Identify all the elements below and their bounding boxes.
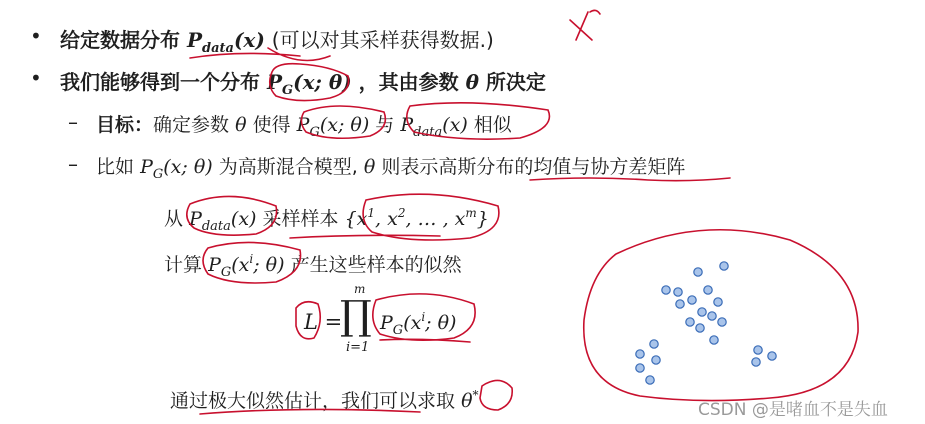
dash-3: –: [68, 110, 78, 134]
line-2-tail: 所决定: [485, 70, 546, 94]
dash-4: –: [68, 152, 78, 176]
line-2-math: $P_G(x$; θ): [266, 70, 352, 98]
line-2-mid: ，其由参数: [358, 70, 459, 94]
step-compute-pg: $P_G(x^i$; θ): [208, 252, 285, 280]
sample-point: [686, 318, 694, 326]
sample-point: [676, 300, 684, 308]
sample-set: {$x^1$, $x^2$, … , $x^m$}: [344, 206, 489, 230]
sample-point: [752, 358, 760, 366]
step-sample: 从 $P_{data}(x)$ 采样样本 {$x^1$, $x^2$, … , $x^m$}: [164, 206, 489, 234]
sample-point: [650, 340, 658, 348]
line-1-note: (可以对其采样获得数据.): [271, 28, 494, 52]
line-2: [60, 66, 546, 98]
sample-point: [704, 286, 712, 294]
likelihood-equation: [300, 280, 500, 360]
ink-oval-theta-star: [480, 380, 512, 410]
ink-underline-step1: [290, 235, 440, 238]
sample-point: [698, 308, 706, 316]
step-compute: 计算 $P_G(x^i$; θ) 产生这些样本的似然: [164, 252, 462, 280]
watermark: CSDN @是啫血不是失血: [698, 400, 888, 420]
eq-term: $P_G(x^i$; θ): [380, 310, 457, 338]
theta-star: θ*: [461, 388, 479, 412]
sample-point: [636, 350, 644, 358]
scatter-dots: [636, 262, 776, 384]
line-3: 目标：确定参数 θ 使得 $P_G(x$; θ) 与 $P_{data}(x)$ 相似: [96, 114, 512, 140]
sample-point: [768, 352, 776, 360]
sample-point: [646, 376, 654, 384]
sample-point: [754, 346, 762, 354]
line-3-pg: $P_G(x$; θ): [296, 114, 370, 140]
bullet-1: •: [30, 24, 42, 48]
ink-blob-contour: [584, 230, 858, 401]
goal-label: 目标：: [96, 114, 154, 136]
bullet-2: •: [30, 66, 42, 90]
sample-point: [674, 288, 682, 296]
line-2-theta: θ: [465, 70, 479, 94]
line-4: 比如 $P_G(x$; θ) 为高斯混合模型, θ 则表示高斯分布的均值与协方差矩阵: [96, 156, 686, 182]
sample-point: [662, 286, 670, 294]
line-2-text: 我们能够得到一个分布: [60, 70, 260, 94]
step-sample-pdata: $P_{data}(x)$: [189, 208, 257, 234]
sample-point: [714, 298, 722, 306]
ink-x-mark: [570, 10, 600, 40]
step-mle: 通过极大似然估计，我们可以求取 θ*: [170, 388, 479, 412]
line-1-text: 给定数据分布: [60, 28, 180, 52]
sample-point: [718, 318, 726, 326]
sample-point: [652, 356, 660, 364]
line-1-math: $P_{data}(x)$: [186, 28, 265, 56]
sample-point: [720, 262, 728, 270]
line-1: [60, 24, 494, 56]
sample-point: [708, 312, 716, 320]
sample-point: [688, 296, 696, 304]
eq-upper-limit: m: [354, 282, 366, 296]
eq-lhs: L =: [304, 310, 343, 334]
sample-point: [710, 336, 718, 344]
line-3-pdata: $P_{data}(x)$: [400, 114, 468, 140]
product-symbol: ∏: [340, 293, 372, 339]
line-4-pg: $P_G(x$; θ): [140, 156, 213, 182]
sample-point: [696, 324, 704, 332]
sample-point: [636, 364, 644, 372]
sample-point: [694, 268, 702, 276]
eq-lower-limit: i=1: [346, 340, 370, 355]
